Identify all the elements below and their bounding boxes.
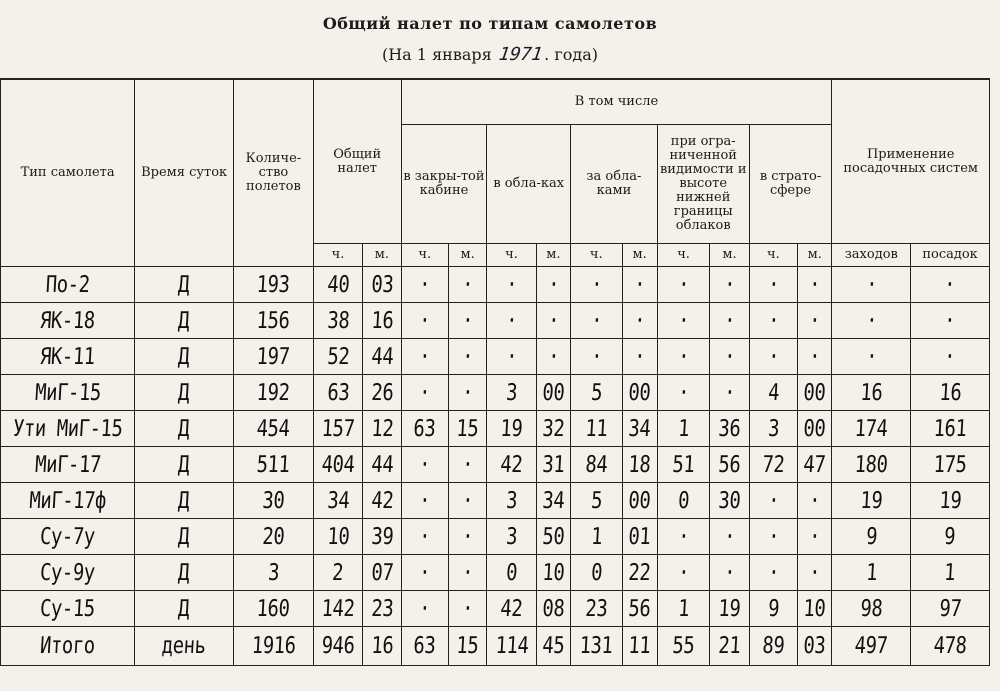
header-above-clouds: за обла-ками — [571, 125, 658, 244]
cell-limited-vis-minutes: · — [710, 339, 749, 375]
cell-approaches-count: 16 — [832, 375, 911, 411]
cell-in-clouds-hours: 42 — [487, 447, 536, 483]
cell-above-clouds-minutes: · — [622, 267, 657, 303]
cell-approaches-count: 19 — [832, 483, 911, 519]
header-flights-count: Количе-ство полетов — [234, 79, 314, 267]
cell-approaches-count: 180 — [832, 447, 911, 483]
cell-closed-cabin-minutes: · — [448, 447, 486, 483]
subtitle-suffix: . года) — [544, 45, 598, 64]
cell-in-clouds-minutes: · — [536, 303, 570, 339]
cell-in-clouds-minutes: 00 — [536, 375, 570, 411]
cell-time-of-day: Д — [135, 375, 234, 411]
cell-approaches-count: 174 — [832, 411, 911, 447]
cell-above-clouds-minutes: 18 — [622, 447, 657, 483]
cell-in-clouds-minutes: · — [536, 339, 570, 375]
table-row — [1, 375, 990, 411]
cell-stratosphere-hours: · — [749, 519, 797, 555]
cell-aircraft-type: Итого — [1, 627, 135, 666]
cell-landings-count: 1 — [911, 555, 990, 591]
cell-aircraft-type: Су-15 — [1, 591, 135, 627]
cell-landings-count: 16 — [911, 375, 990, 411]
cell-landings-count: 9 — [911, 519, 990, 555]
cell-closed-cabin-hours: · — [401, 375, 448, 411]
header-closed-cabin: в закры-той кабине — [401, 125, 487, 244]
cell-in-clouds-hours: 0 — [487, 555, 536, 591]
table-row — [1, 303, 990, 339]
cell-limited-vis-hours: 51 — [657, 447, 709, 483]
cell-limited-vis-hours: · — [657, 267, 709, 303]
cell-in-clouds-hours: 19 — [487, 411, 536, 447]
cell-total-minutes: 12 — [363, 411, 401, 447]
cell-closed-cabin-hours: · — [401, 303, 448, 339]
cell-in-clouds-hours: 3 — [487, 375, 536, 411]
cell-total-minutes: 16 — [363, 303, 401, 339]
cell-limited-vis-hours: 55 — [657, 627, 709, 666]
cell-above-clouds-minutes: 00 — [622, 483, 657, 519]
cell-stratosphere-minutes: 00 — [798, 411, 832, 447]
cell-time-of-day: Д — [135, 483, 234, 519]
cell-closed-cabin-minutes: · — [448, 483, 486, 519]
cell-closed-cabin-minutes: · — [448, 375, 486, 411]
cell-closed-cabin-hours: · — [401, 447, 448, 483]
cell-stratosphere-minutes: · — [798, 303, 832, 339]
header-time-of-day: Время суток — [135, 79, 234, 267]
cell-time-of-day: Д — [135, 267, 234, 303]
cell-stratosphere-hours: · — [749, 483, 797, 519]
unit-hours: ч. — [313, 244, 362, 267]
cell-flights-count: 3 — [234, 555, 314, 591]
cell-above-clouds-minutes: · — [622, 339, 657, 375]
header-total-hours: Общий налет — [313, 79, 401, 244]
cell-above-clouds-minutes: 22 — [622, 555, 657, 591]
cell-in-clouds-hours: 42 — [487, 591, 536, 627]
cell-in-clouds-minutes: 32 — [536, 411, 570, 447]
cell-above-clouds-hours: · — [571, 339, 622, 375]
cell-total-hours: 52 — [313, 339, 362, 375]
header-landings: посадок — [911, 244, 990, 267]
cell-aircraft-type: ЯК-11 — [1, 339, 135, 375]
cell-total-hours: 10 — [313, 519, 362, 555]
cell-total-minutes: 44 — [363, 339, 401, 375]
cell-time-of-day: Д — [135, 411, 234, 447]
cell-flights-count: 511 — [234, 447, 314, 483]
header-including: В том числе — [401, 79, 832, 125]
cell-closed-cabin-minutes: · — [448, 519, 486, 555]
cell-total-hours: 142 — [313, 591, 362, 627]
table-row — [1, 591, 990, 627]
cell-above-clouds-hours: 131 — [571, 627, 622, 666]
cell-stratosphere-minutes: · — [798, 555, 832, 591]
cell-closed-cabin-hours: · — [401, 591, 448, 627]
unit-hours: ч. — [657, 244, 709, 267]
cell-total-minutes: 07 — [363, 555, 401, 591]
unit-minutes: м. — [622, 244, 657, 267]
cell-flights-count: 20 — [234, 519, 314, 555]
header-stratosphere: в страто-сфере — [749, 125, 832, 244]
cell-stratosphere-hours: 9 — [749, 591, 797, 627]
cell-total-hours: 63 — [313, 375, 362, 411]
cell-above-clouds-minutes: · — [622, 303, 657, 339]
cell-above-clouds-minutes: 56 — [622, 591, 657, 627]
cell-in-clouds-hours: · — [487, 267, 536, 303]
cell-aircraft-type: МиГ-17ф — [1, 483, 135, 519]
cell-aircraft-type: Ути МиГ-15 — [1, 411, 135, 447]
cell-total-hours: 34 — [313, 483, 362, 519]
cell-in-clouds-minutes: · — [536, 267, 570, 303]
cell-limited-vis-minutes: · — [710, 519, 749, 555]
cell-closed-cabin-minutes: · — [448, 555, 486, 591]
cell-landings-count: 19 — [911, 483, 990, 519]
cell-above-clouds-hours: · — [571, 267, 622, 303]
cell-stratosphere-minutes: 10 — [798, 591, 832, 627]
handwritten-year: 1971 — [497, 44, 544, 65]
unit-hours: ч. — [487, 244, 536, 267]
cell-aircraft-type: ЯК-18 — [1, 303, 135, 339]
cell-flights-count: 1916 — [234, 627, 314, 666]
cell-limited-vis-minutes: · — [710, 555, 749, 591]
cell-stratosphere-minutes: · — [798, 483, 832, 519]
cell-landings-count: 161 — [911, 411, 990, 447]
unit-minutes: м. — [448, 244, 486, 267]
table-body — [1, 267, 990, 666]
cell-above-clouds-hours: 23 — [571, 591, 622, 627]
cell-landings-count: · — [911, 303, 990, 339]
cell-flights-count: 192 — [234, 375, 314, 411]
cell-closed-cabin-hours: 63 — [401, 627, 448, 666]
cell-landings-count: · — [911, 267, 990, 303]
unit-hours: ч. — [749, 244, 797, 267]
cell-closed-cabin-hours: 63 — [401, 411, 448, 447]
table-row — [1, 519, 990, 555]
cell-in-clouds-minutes: 50 — [536, 519, 570, 555]
cell-limited-vis-hours: 1 — [657, 411, 709, 447]
cell-limited-vis-hours: · — [657, 555, 709, 591]
subtitle-prefix: (На 1 января — [381, 45, 492, 64]
unit-hours: ч. — [401, 244, 448, 267]
cell-total-hours: 38 — [313, 303, 362, 339]
cell-limited-vis-minutes: 30 — [710, 483, 749, 519]
header-landing-systems: Применение посадочных систем — [832, 79, 990, 244]
cell-stratosphere-minutes: 03 — [798, 627, 832, 666]
cell-landings-count: 478 — [911, 627, 990, 666]
cell-above-clouds-hours: 1 — [571, 519, 622, 555]
cell-limited-vis-hours: · — [657, 339, 709, 375]
cell-closed-cabin-hours: · — [401, 519, 448, 555]
cell-closed-cabin-minutes: · — [448, 267, 486, 303]
cell-flights-count: 197 — [234, 339, 314, 375]
cell-aircraft-type: МиГ-15 — [1, 375, 135, 411]
cell-stratosphere-minutes: 47 — [798, 447, 832, 483]
table-row — [1, 483, 990, 519]
table-row — [1, 555, 990, 591]
cell-in-clouds-hours: · — [487, 303, 536, 339]
cell-limited-vis-minutes: 36 — [710, 411, 749, 447]
cell-closed-cabin-minutes: 15 — [448, 627, 486, 666]
cell-above-clouds-hours: · — [571, 303, 622, 339]
table-row — [1, 339, 990, 375]
cell-aircraft-type: Су-7у — [1, 519, 135, 555]
cell-above-clouds-hours: 0 — [571, 555, 622, 591]
cell-time-of-day: Д — [135, 447, 234, 483]
cell-above-clouds-minutes: 00 — [622, 375, 657, 411]
cell-stratosphere-hours: 89 — [749, 627, 797, 666]
cell-in-clouds-minutes: 34 — [536, 483, 570, 519]
flight-hours-table — [0, 78, 990, 666]
cell-total-hours: 157 — [313, 411, 362, 447]
unit-minutes: м. — [536, 244, 570, 267]
cell-flights-count: 160 — [234, 591, 314, 627]
cell-closed-cabin-hours: · — [401, 267, 448, 303]
cell-above-clouds-hours: 84 — [571, 447, 622, 483]
cell-total-hours: 40 — [313, 267, 362, 303]
cell-limited-vis-hours: · — [657, 375, 709, 411]
table-row — [1, 411, 990, 447]
cell-flights-count: 454 — [234, 411, 314, 447]
cell-stratosphere-hours: · — [749, 339, 797, 375]
cell-closed-cabin-minutes: · — [448, 339, 486, 375]
cell-above-clouds-minutes: 01 — [622, 519, 657, 555]
cell-above-clouds-minutes: 11 — [622, 627, 657, 666]
cell-closed-cabin-hours: · — [401, 339, 448, 375]
cell-flights-count: 193 — [234, 267, 314, 303]
header-approaches: заходов — [832, 244, 911, 267]
cell-total-minutes: 39 — [363, 519, 401, 555]
cell-time-of-day: Д — [135, 519, 234, 555]
cell-time-of-day: Д — [135, 591, 234, 627]
cell-stratosphere-hours: 72 — [749, 447, 797, 483]
cell-total-minutes: 26 — [363, 375, 401, 411]
cell-in-clouds-minutes: 10 — [536, 555, 570, 591]
cell-limited-vis-hours: · — [657, 303, 709, 339]
cell-limited-vis-hours: 0 — [657, 483, 709, 519]
cell-closed-cabin-hours: · — [401, 483, 448, 519]
cell-stratosphere-hours: · — [749, 303, 797, 339]
cell-approaches-count: 9 — [832, 519, 911, 555]
cell-above-clouds-hours: 5 — [571, 483, 622, 519]
header-limited-visibility: при огра-ниченной видимости и высоте нижней границы облаков — [657, 125, 749, 244]
cell-in-clouds-minutes: 08 — [536, 591, 570, 627]
cell-limited-vis-minutes: 56 — [710, 447, 749, 483]
cell-total-hours: 404 — [313, 447, 362, 483]
cell-limited-vis-minutes: · — [710, 375, 749, 411]
cell-in-clouds-hours: · — [487, 339, 536, 375]
cell-above-clouds-hours: 5 — [571, 375, 622, 411]
cell-aircraft-type: МиГ-17 — [1, 447, 135, 483]
cell-total-minutes: 23 — [363, 591, 401, 627]
cell-stratosphere-hours: · — [749, 267, 797, 303]
table-row — [1, 447, 990, 483]
cell-closed-cabin-minutes: 15 — [448, 411, 486, 447]
unit-minutes: м. — [710, 244, 749, 267]
cell-stratosphere-minutes: · — [798, 339, 832, 375]
unit-minutes: м. — [363, 244, 401, 267]
cell-limited-vis-hours: · — [657, 519, 709, 555]
cell-time-of-day: Д — [135, 303, 234, 339]
cell-closed-cabin-minutes: · — [448, 303, 486, 339]
document-subtitle — [0, 44, 980, 65]
cell-stratosphere-minutes: · — [798, 267, 832, 303]
cell-aircraft-type: По-2 — [1, 267, 135, 303]
header-aircraft-type: Тип самолета — [1, 79, 135, 267]
cell-approaches-count: · — [832, 303, 911, 339]
cell-landings-count: · — [911, 339, 990, 375]
cell-time-of-day: Д — [135, 555, 234, 591]
document-title: Общий налет по типам самолетов — [322, 14, 658, 33]
cell-total-hours: 2 — [313, 555, 362, 591]
cell-flights-count: 156 — [234, 303, 314, 339]
cell-stratosphere-hours: 3 — [749, 411, 797, 447]
cell-in-clouds-hours: 3 — [487, 519, 536, 555]
cell-in-clouds-hours: 3 — [487, 483, 536, 519]
cell-stratosphere-hours: · — [749, 555, 797, 591]
cell-in-clouds-minutes: 45 — [536, 627, 570, 666]
cell-stratosphere-minutes: 00 — [798, 375, 832, 411]
cell-approaches-count: 98 — [832, 591, 911, 627]
cell-closed-cabin-hours: · — [401, 555, 448, 591]
cell-limited-vis-minutes: · — [710, 267, 749, 303]
cell-approaches-count: · — [832, 267, 911, 303]
cell-total-hours: 946 — [313, 627, 362, 666]
unit-minutes: м. — [798, 244, 832, 267]
cell-landings-count: 175 — [911, 447, 990, 483]
cell-total-minutes: 42 — [363, 483, 401, 519]
cell-closed-cabin-minutes: · — [448, 591, 486, 627]
cell-flights-count: 30 — [234, 483, 314, 519]
cell-total-minutes: 44 — [363, 447, 401, 483]
cell-time-of-day: Д — [135, 339, 234, 375]
cell-in-clouds-minutes: 31 — [536, 447, 570, 483]
cell-aircraft-type: Су-9у — [1, 555, 135, 591]
cell-total-minutes: 03 — [363, 267, 401, 303]
cell-above-clouds-hours: 11 — [571, 411, 622, 447]
cell-limited-vis-minutes: 19 — [710, 591, 749, 627]
cell-approaches-count: · — [832, 339, 911, 375]
unit-hours: ч. — [571, 244, 622, 267]
cell-approaches-count: 497 — [832, 627, 911, 666]
cell-time-of-day: день — [135, 627, 234, 666]
cell-approaches-count: 1 — [832, 555, 911, 591]
header-in-clouds: в обла-ках — [487, 125, 571, 244]
cell-limited-vis-minutes: · — [710, 303, 749, 339]
cell-total-minutes: 16 — [363, 627, 401, 666]
cell-limited-vis-minutes: 21 — [710, 627, 749, 666]
cell-stratosphere-hours: 4 — [749, 375, 797, 411]
cell-stratosphere-minutes: · — [798, 519, 832, 555]
cell-limited-vis-hours: 1 — [657, 591, 709, 627]
table-row — [1, 267, 990, 303]
cell-in-clouds-hours: 114 — [487, 627, 536, 666]
cell-landings-count: 97 — [911, 591, 990, 627]
cell-above-clouds-minutes: 34 — [622, 411, 657, 447]
total-row — [1, 627, 990, 666]
